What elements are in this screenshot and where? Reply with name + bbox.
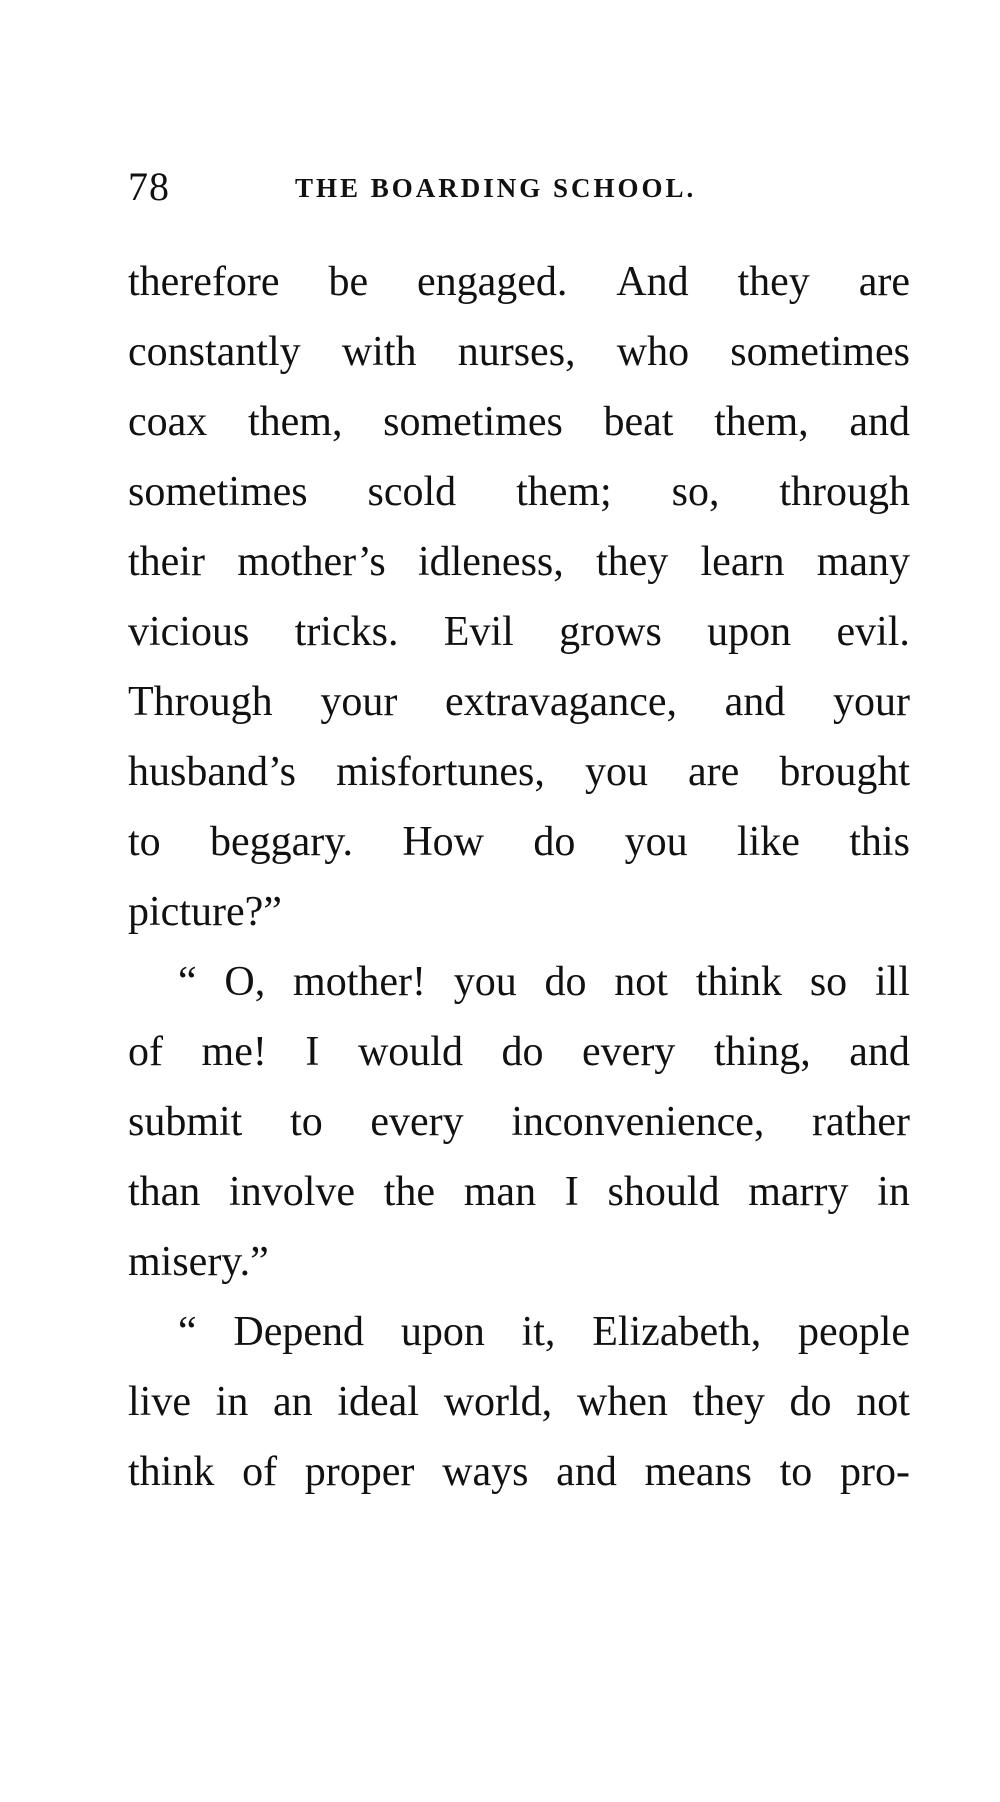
text-line <box>128 737 910 807</box>
word: and <box>724 679 786 725</box>
running-title: THE BOARDING SCHOOL. <box>295 173 697 203</box>
word: mother’s <box>237 539 386 585</box>
word: them; <box>516 469 612 515</box>
text-line <box>128 1157 910 1227</box>
word: world, <box>443 1379 553 1425</box>
word: I <box>564 1169 579 1215</box>
word: marry <box>748 1169 849 1215</box>
text-line <box>128 1437 910 1507</box>
text-line <box>128 1087 910 1157</box>
word: tricks. <box>294 609 399 655</box>
word: not <box>614 959 668 1005</box>
word: they <box>737 259 810 305</box>
word: an <box>273 1379 313 1425</box>
word: therefore <box>128 259 280 305</box>
text-line <box>128 317 910 387</box>
word: ideal <box>337 1379 419 1425</box>
word: sometimes <box>730 329 910 375</box>
word: of <box>128 1029 163 1075</box>
word: brought <box>779 749 910 795</box>
word: coax <box>128 399 208 445</box>
word: the <box>383 1169 436 1215</box>
word: they <box>595 539 669 585</box>
word: I <box>305 1029 320 1075</box>
word: do <box>501 1029 544 1075</box>
word: people <box>798 1309 910 1355</box>
text-line <box>128 387 910 457</box>
word: idleness, <box>417 539 564 585</box>
word: it, <box>521 1309 556 1355</box>
word: than <box>128 1169 201 1215</box>
text-line <box>128 527 910 597</box>
word: you <box>584 749 648 795</box>
word: your <box>320 679 398 725</box>
word: and <box>556 1449 617 1495</box>
word: think <box>128 1449 215 1495</box>
text-line <box>128 1367 910 1437</box>
page-number: 78 <box>128 164 170 209</box>
word: should <box>607 1169 720 1215</box>
word: upon <box>400 1309 485 1355</box>
word: “ <box>178 959 197 1005</box>
word: husband’s <box>128 749 296 795</box>
word: are <box>858 259 910 305</box>
word: be <box>328 259 369 305</box>
text-line <box>128 947 910 1017</box>
word: of <box>242 1449 278 1495</box>
word: do <box>533 819 576 865</box>
word: with <box>341 329 417 375</box>
word: in <box>215 1379 249 1425</box>
word: and <box>849 399 910 445</box>
word: Depend <box>233 1309 365 1355</box>
word: rather <box>812 1099 910 1145</box>
word: mother! <box>293 959 426 1005</box>
word: beat <box>603 399 674 445</box>
word: to <box>779 1449 813 1495</box>
word: nurses, <box>457 329 576 375</box>
text-line <box>128 1017 910 1087</box>
word: extravagance, <box>444 679 677 725</box>
word: in <box>877 1169 910 1215</box>
word: to <box>128 819 161 865</box>
word: me! <box>201 1029 267 1075</box>
word: scold <box>367 469 457 515</box>
word: sometimes <box>128 469 308 515</box>
word: so <box>809 959 848 1005</box>
word: engaged. <box>416 259 568 305</box>
word: you <box>624 819 688 865</box>
word: every <box>582 1029 676 1075</box>
word: them, <box>247 399 343 445</box>
word: “ <box>178 1309 197 1355</box>
word: O, <box>224 959 266 1005</box>
word: do <box>789 1379 832 1425</box>
word: pro- <box>839 1449 910 1495</box>
text-line: picture?” <box>128 889 282 935</box>
word: them, <box>714 399 809 445</box>
word: upon <box>707 609 792 655</box>
word: do <box>544 959 587 1005</box>
word: every <box>370 1099 464 1145</box>
word: this <box>849 819 910 865</box>
text-line: misery.” <box>128 1239 269 1285</box>
word: evil. <box>836 609 910 655</box>
word: Evil <box>443 609 514 655</box>
word: they <box>692 1379 765 1425</box>
word: constantly <box>128 329 301 375</box>
running-head <box>128 162 908 212</box>
word: inconvenience, <box>511 1099 765 1145</box>
word: your <box>832 679 910 725</box>
word: man <box>463 1169 537 1215</box>
body-text <box>128 247 910 1507</box>
word: How <box>402 819 485 865</box>
word: ill <box>874 959 910 1005</box>
text-line <box>128 247 910 317</box>
text-line <box>128 667 910 737</box>
word: live <box>128 1379 191 1425</box>
word: means <box>644 1449 752 1495</box>
word: And <box>616 259 689 305</box>
word: and <box>849 1029 910 1075</box>
word: many <box>816 539 910 585</box>
word: Through <box>128 679 273 725</box>
word: so, <box>671 469 720 515</box>
word: involve <box>229 1169 356 1215</box>
word: submit <box>128 1099 243 1145</box>
word: proper <box>304 1449 415 1495</box>
word: like <box>736 819 800 865</box>
text-line <box>128 457 910 527</box>
word: ways <box>442 1449 529 1495</box>
word: who <box>616 329 690 375</box>
word: think <box>695 959 783 1005</box>
word: beggary. <box>209 819 354 865</box>
word: misfortunes, <box>336 749 545 795</box>
word: grows <box>559 609 662 655</box>
word: their <box>128 539 205 585</box>
word: when <box>576 1379 668 1425</box>
word: are <box>688 749 740 795</box>
text-line <box>128 807 910 877</box>
word: Elizabeth, <box>592 1309 762 1355</box>
text-line <box>128 1297 910 1367</box>
word: to <box>290 1099 323 1145</box>
word: vicious <box>128 609 250 655</box>
text-line <box>128 597 910 667</box>
word: not <box>856 1379 910 1425</box>
word: through <box>779 469 910 515</box>
word: you <box>453 959 517 1005</box>
word: thing, <box>713 1029 811 1075</box>
word: sometimes <box>383 399 563 445</box>
word: would <box>357 1029 463 1075</box>
word: learn <box>700 539 785 585</box>
